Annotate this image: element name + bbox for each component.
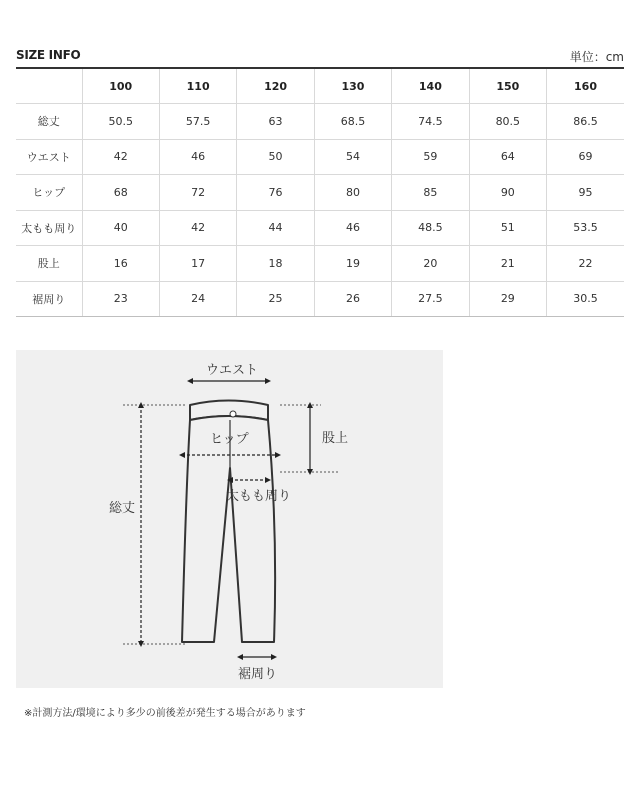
column-header: 120 — [237, 68, 314, 104]
table-cell: 51 — [469, 210, 546, 246]
table-cell: 44 — [237, 210, 314, 246]
table-cell: 59 — [392, 139, 469, 175]
table-cell: 17 — [159, 246, 236, 282]
table-cell: 68.5 — [314, 104, 391, 140]
table-cell: 25 — [237, 281, 314, 317]
table-row — [16, 246, 624, 282]
column-header — [16, 68, 82, 104]
measurement-note: ※計測方法/環境により多少の前後差が発生する場合があります — [24, 708, 306, 719]
total-length-measure-line — [123, 405, 186, 644]
pants-illustration — [16, 350, 443, 688]
table-cell: 21 — [469, 246, 546, 282]
table-cell: 50 — [237, 139, 314, 175]
column-header: 160 — [547, 68, 624, 104]
table-cell: 76 — [237, 175, 314, 211]
row-label: 太もも周り — [16, 210, 82, 246]
table-cell: 22 — [547, 246, 624, 282]
table-cell: 19 — [314, 246, 391, 282]
measurement-diagram — [16, 350, 443, 688]
size-table — [16, 67, 624, 317]
table-cell: 57.5 — [159, 104, 236, 140]
table-cell: 40 — [82, 210, 159, 246]
table-cell: 63 — [237, 104, 314, 140]
table-row — [16, 281, 624, 317]
table-cell: 74.5 — [392, 104, 469, 140]
table-cell: 72 — [159, 175, 236, 211]
table-row — [16, 175, 624, 211]
row-label: ヒップ — [16, 175, 82, 211]
table-cell: 29 — [469, 281, 546, 317]
table-cell: 53.5 — [547, 210, 624, 246]
table-cell: 48.5 — [392, 210, 469, 246]
column-header: 150 — [469, 68, 546, 104]
unit-label: 単位：cm — [569, 50, 624, 64]
table-row — [16, 104, 624, 140]
table-cell: 68 — [82, 175, 159, 211]
column-header: 130 — [314, 68, 391, 104]
waist-label: ウエスト — [206, 363, 259, 378]
table-cell: 90 — [469, 175, 546, 211]
table-cell: 86.5 — [547, 104, 624, 140]
table-cell: 50.5 — [82, 104, 159, 140]
rise-label: 股上 — [322, 431, 349, 446]
table-cell: 54 — [314, 139, 391, 175]
column-header: 110 — [159, 68, 236, 104]
button-icon — [230, 411, 236, 417]
row-label: 股上 — [16, 246, 82, 282]
table-cell: 30.5 — [547, 281, 624, 317]
table-cell: 27.5 — [392, 281, 469, 317]
table-cell: 85 — [392, 175, 469, 211]
thigh-label: 太もも周り — [226, 489, 292, 504]
size-table-header-row — [16, 68, 624, 104]
table-cell: 46 — [314, 210, 391, 246]
size-info-header — [16, 46, 624, 66]
total-length-label: 総丈 — [109, 501, 136, 516]
table-cell: 42 — [82, 139, 159, 175]
table-cell: 80.5 — [469, 104, 546, 140]
table-row — [16, 139, 624, 175]
table-cell: 95 — [547, 175, 624, 211]
column-header: 100 — [82, 68, 159, 104]
table-cell: 80 — [314, 175, 391, 211]
table-cell: 24 — [159, 281, 236, 317]
table-cell: 23 — [82, 281, 159, 317]
column-header: 140 — [392, 68, 469, 104]
table-cell: 26 — [314, 281, 391, 317]
hip-label: ヒップ — [210, 432, 249, 447]
row-label: 総丈 — [16, 104, 82, 140]
table-cell: 64 — [469, 139, 546, 175]
hem-label: 裾周り — [238, 667, 278, 682]
table-cell: 69 — [547, 139, 624, 175]
table-cell: 18 — [237, 246, 314, 282]
table-cell: 42 — [159, 210, 236, 246]
row-label: ウエスト — [16, 139, 82, 175]
table-cell: 46 — [159, 139, 236, 175]
table-row — [16, 210, 624, 246]
table-cell: 16 — [82, 246, 159, 282]
size-info-title: SIZE INFO — [16, 48, 81, 62]
row-label: 裾周り — [16, 281, 82, 317]
table-cell: 20 — [392, 246, 469, 282]
